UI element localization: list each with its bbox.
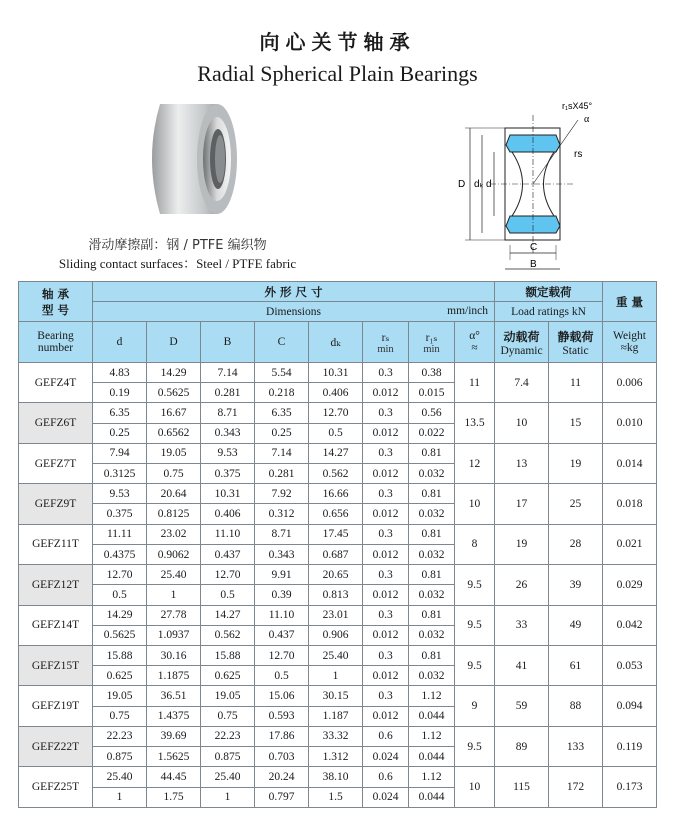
cell-model: GEFZ7T [19, 443, 93, 483]
cell-r1s-mm: 0.38 [409, 362, 455, 382]
cell-B-mm: 7.14 [201, 362, 255, 382]
table-row [19, 484, 657, 504]
header-d: d [93, 322, 147, 362]
cell-B-mm: 19.05 [201, 686, 255, 706]
cell-alpha: 9 [455, 686, 495, 726]
cell-d-inch: 0.75 [93, 706, 147, 726]
cell-model: GEFZ6T [19, 403, 93, 443]
cell-alpha: 13.5 [455, 403, 495, 443]
cell-rs-inch: 0.012 [363, 383, 409, 403]
cell-D-inch: 0.75 [147, 464, 201, 484]
cell-D-mm: 14.29 [147, 362, 201, 382]
C-label: C [530, 242, 538, 253]
cell-d-mm: 25.40 [93, 767, 147, 787]
cell-D-inch: 1.0937 [147, 625, 201, 645]
header-dk: dₖ [309, 322, 363, 362]
cell-static: 133 [549, 726, 603, 766]
header-unit: mm/inch [447, 305, 489, 318]
table-row [19, 605, 657, 625]
cell-d-mm: 9.53 [93, 484, 147, 504]
cell-dk-inch: 1.5 [309, 787, 363, 807]
cell-C-mm: 15.06 [255, 686, 309, 706]
cell-alpha: 11 [455, 362, 495, 402]
cell-B-mm: 10.31 [201, 484, 255, 504]
table-row [19, 767, 657, 787]
cell-d-inch: 0.5 [93, 585, 147, 605]
cell-weight: 0.094 [603, 686, 657, 726]
cell-dk-inch: 1 [309, 666, 363, 686]
cell-dk-mm: 38.10 [309, 767, 363, 787]
cell-r1s-inch: 0.044 [409, 706, 455, 726]
cell-model: GEFZ4T [19, 362, 93, 402]
page-title-cn: 向心关节轴承 [259, 30, 416, 54]
cell-model: GEFZ22T [19, 726, 93, 766]
cell-r1s-mm: 0.81 [409, 484, 455, 504]
cell-dk-mm: 10.31 [309, 362, 363, 382]
cell-dynamic: 33 [495, 605, 549, 645]
cell-B-inch: 0.625 [201, 666, 255, 686]
cell-C-inch: 0.218 [255, 383, 309, 403]
cell-weight: 0.010 [603, 403, 657, 443]
cell-r1s-mm: 0.81 [409, 565, 455, 585]
cell-D-mm: 44.45 [147, 767, 201, 787]
cell-static: 28 [549, 524, 603, 564]
cell-rs-mm: 0.3 [363, 686, 409, 706]
cell-static: 15 [549, 403, 603, 443]
B-label: B [530, 259, 537, 270]
cell-dk-inch: 0.562 [309, 464, 363, 484]
cell-rs-inch: 0.024 [363, 747, 409, 767]
header-r1s: r₁ₛ min [409, 322, 455, 362]
cell-dk-mm: 30.15 [309, 686, 363, 706]
cell-d-mm: 12.70 [93, 565, 147, 585]
cell-r1s-mm: 0.56 [409, 403, 455, 423]
cell-d-mm: 15.88 [93, 645, 147, 665]
cell-rs-mm: 0.3 [363, 565, 409, 585]
cell-D-inch: 1.4375 [147, 706, 201, 726]
header-static: 静载荷 Static [549, 322, 603, 362]
cell-C-inch: 0.797 [255, 787, 309, 807]
cell-dynamic: 89 [495, 726, 549, 766]
cell-rs-inch: 0.012 [363, 625, 409, 645]
cell-rs-inch: 0.012 [363, 504, 409, 524]
cell-d-mm: 19.05 [93, 686, 147, 706]
cell-B-mm: 8.71 [201, 403, 255, 423]
cell-D-mm: 39.69 [147, 726, 201, 746]
cell-B-inch: 0.875 [201, 747, 255, 767]
bearing-section-drawing [450, 95, 605, 275]
table-row [19, 524, 657, 544]
cell-C-inch: 0.281 [255, 464, 309, 484]
alpha-label: α [584, 114, 590, 125]
cell-weight: 0.053 [603, 645, 657, 685]
header-load-cn: 额定载荷 [495, 282, 603, 302]
header-load-en: Load ratings kN [495, 302, 603, 322]
cell-dk-mm: 16.66 [309, 484, 363, 504]
cell-D-mm: 23.02 [147, 524, 201, 544]
cell-dk-mm: 17.45 [309, 524, 363, 544]
header-B: B [201, 322, 255, 362]
header-model-en: Bearing number [19, 322, 93, 362]
header-dimensions-cn: 外 形 尺 寸 [93, 282, 495, 302]
cell-C-mm: 17.86 [255, 726, 309, 746]
cell-D-inch: 1.1875 [147, 666, 201, 686]
cell-D-inch: 0.9062 [147, 544, 201, 564]
cell-dk-inch: 0.656 [309, 504, 363, 524]
rs-label: rs [574, 149, 583, 160]
cell-rs-inch: 0.012 [363, 585, 409, 605]
cell-rs-mm: 0.6 [363, 726, 409, 746]
cell-B-inch: 0.5 [201, 585, 255, 605]
cell-D-mm: 36.51 [147, 686, 201, 706]
cell-d-inch: 0.875 [93, 747, 147, 767]
cell-static: 61 [549, 645, 603, 685]
cell-d-inch: 0.375 [93, 504, 147, 524]
cell-B-inch: 0.343 [201, 423, 255, 443]
cell-d-mm: 22.23 [93, 726, 147, 746]
cell-weight: 0.006 [603, 362, 657, 402]
cell-B-inch: 0.406 [201, 504, 255, 524]
cell-rs-mm: 0.3 [363, 362, 409, 382]
cell-D-mm: 25.40 [147, 565, 201, 585]
table-row [19, 645, 657, 665]
cell-r1s-inch: 0.032 [409, 504, 455, 524]
cell-dynamic: 41 [495, 645, 549, 685]
table-row [19, 726, 657, 746]
cell-r1s-mm: 0.81 [409, 605, 455, 625]
cell-dk-inch: 0.5 [309, 423, 363, 443]
cell-weight: 0.042 [603, 605, 657, 645]
cell-dynamic: 115 [495, 767, 549, 808]
cell-B-inch: 0.437 [201, 544, 255, 564]
cell-dk-inch: 0.813 [309, 585, 363, 605]
cell-B-inch: 0.562 [201, 625, 255, 645]
cell-static: 172 [549, 767, 603, 808]
cell-D-inch: 1 [147, 585, 201, 605]
header-alpha: α° ≈ [455, 322, 495, 362]
cell-alpha: 9.5 [455, 645, 495, 685]
cell-d-mm: 4.83 [93, 362, 147, 382]
sliding-surface-en: Sliding contact surfaces：Steel / PTFE fabric [58, 256, 297, 271]
cell-r1s-inch: 0.022 [409, 423, 455, 443]
table-row [19, 403, 657, 423]
cell-B-mm: 12.70 [201, 565, 255, 585]
cell-rs-mm: 0.3 [363, 443, 409, 463]
cell-dynamic: 59 [495, 686, 549, 726]
cell-d-inch: 1 [93, 787, 147, 807]
sliding-surface-cn: 滑动摩擦副：钢 / PTFE 编织物 [88, 238, 267, 253]
cell-alpha: 8 [455, 524, 495, 564]
cell-weight: 0.021 [603, 524, 657, 564]
cell-D-mm: 30.16 [147, 645, 201, 665]
header-C: C [255, 322, 309, 362]
cell-dk-mm: 23.01 [309, 605, 363, 625]
cell-dk-mm: 20.65 [309, 565, 363, 585]
cell-dynamic: 17 [495, 484, 549, 524]
cell-static: 25 [549, 484, 603, 524]
cell-C-mm: 7.14 [255, 443, 309, 463]
cell-D-mm: 27.78 [147, 605, 201, 625]
cell-r1s-inch: 0.015 [409, 383, 455, 403]
cell-d-mm: 6.35 [93, 403, 147, 423]
cell-D-mm: 16.67 [147, 403, 201, 423]
cell-C-mm: 8.71 [255, 524, 309, 544]
cell-d-inch: 0.4375 [93, 544, 147, 564]
bearing-photo [140, 96, 245, 221]
d-label: d [486, 179, 492, 190]
cell-weight: 0.173 [603, 767, 657, 808]
cell-static: 39 [549, 565, 603, 605]
cell-r1s-mm: 0.81 [409, 443, 455, 463]
cell-D-inch: 0.8125 [147, 504, 201, 524]
cell-dk-mm: 33.32 [309, 726, 363, 746]
cell-D-inch: 1.5625 [147, 747, 201, 767]
cell-dk-mm: 12.70 [309, 403, 363, 423]
cell-C-mm: 5.54 [255, 362, 309, 382]
cell-model: GEFZ9T [19, 484, 93, 524]
table-row [19, 686, 657, 706]
cell-C-mm: 20.24 [255, 767, 309, 787]
cell-r1s-mm: 1.12 [409, 686, 455, 706]
cell-B-mm: 22.23 [201, 726, 255, 746]
cell-d-mm: 14.29 [93, 605, 147, 625]
cell-d-inch: 0.3125 [93, 464, 147, 484]
cell-static: 19 [549, 443, 603, 483]
cell-B-inch: 1 [201, 787, 255, 807]
cell-dk-inch: 1.312 [309, 747, 363, 767]
cell-d-inch: 0.625 [93, 666, 147, 686]
cell-C-inch: 0.5 [255, 666, 309, 686]
cell-rs-inch: 0.012 [363, 706, 409, 726]
cell-static: 49 [549, 605, 603, 645]
cell-rs-inch: 0.024 [363, 787, 409, 807]
cell-C-inch: 0.703 [255, 747, 309, 767]
cell-B-mm: 14.27 [201, 605, 255, 625]
cell-C-inch: 0.25 [255, 423, 309, 443]
cell-rs-inch: 0.012 [363, 544, 409, 564]
cell-rs-mm: 0.3 [363, 524, 409, 544]
cell-D-mm: 20.64 [147, 484, 201, 504]
cell-d-mm: 11.11 [93, 524, 147, 544]
header-weight-cn: 重 量 [603, 282, 657, 322]
cell-r1s-inch: 0.032 [409, 464, 455, 484]
cell-C-inch: 0.312 [255, 504, 309, 524]
cell-dk-inch: 1.187 [309, 706, 363, 726]
cell-B-inch: 0.375 [201, 464, 255, 484]
cell-d-mm: 7.94 [93, 443, 147, 463]
cell-C-mm: 6.35 [255, 403, 309, 423]
cell-model: GEFZ15T [19, 645, 93, 685]
D-label: D [458, 179, 466, 190]
cell-dk-inch: 0.687 [309, 544, 363, 564]
cell-D-mm: 19.05 [147, 443, 201, 463]
cell-r1s-inch: 0.032 [409, 585, 455, 605]
header-D: D [147, 322, 201, 362]
page-title-en: Radial Spherical Plain Bearings [197, 61, 478, 86]
cell-model: GEFZ12T [19, 565, 93, 605]
cell-rs-mm: 0.3 [363, 645, 409, 665]
cell-dynamic: 13 [495, 443, 549, 483]
cell-rs-mm: 0.3 [363, 605, 409, 625]
cell-model: GEFZ19T [19, 686, 93, 726]
cell-r1s-inch: 0.044 [409, 747, 455, 767]
cell-r1s-mm: 0.81 [409, 524, 455, 544]
cell-dynamic: 26 [495, 565, 549, 605]
cell-r1s-inch: 0.032 [409, 625, 455, 645]
cell-r1s-mm: 0.81 [409, 645, 455, 665]
cell-model: GEFZ11T [19, 524, 93, 564]
header-rs: rₛ min [363, 322, 409, 362]
cell-dynamic: 19 [495, 524, 549, 564]
cell-alpha: 10 [455, 484, 495, 524]
cell-static: 11 [549, 362, 603, 402]
cell-alpha: 12 [455, 443, 495, 483]
cell-B-mm: 25.40 [201, 767, 255, 787]
cell-weight: 0.119 [603, 726, 657, 766]
cell-C-mm: 7.92 [255, 484, 309, 504]
cell-C-mm: 9.91 [255, 565, 309, 585]
cell-model: GEFZ14T [19, 605, 93, 645]
cell-rs-mm: 0.3 [363, 403, 409, 423]
cell-dk-mm: 25.40 [309, 645, 363, 665]
cell-dynamic: 7.4 [495, 362, 549, 402]
cell-C-inch: 0.343 [255, 544, 309, 564]
cell-weight: 0.029 [603, 565, 657, 605]
cell-rs-inch: 0.012 [363, 423, 409, 443]
cell-D-inch: 1.75 [147, 787, 201, 807]
cell-D-inch: 0.6562 [147, 423, 201, 443]
cell-dynamic: 10 [495, 403, 549, 443]
cell-d-inch: 0.19 [93, 383, 147, 403]
cell-model: GEFZ25T [19, 767, 93, 808]
cell-dk-mm: 14.27 [309, 443, 363, 463]
header-dimensions-en: Dimensions mm/inch [93, 302, 495, 322]
cell-B-inch: 0.75 [201, 706, 255, 726]
cell-static: 88 [549, 686, 603, 726]
dk-label: dₖ [474, 179, 484, 190]
cell-d-inch: 0.25 [93, 423, 147, 443]
cell-B-mm: 15.88 [201, 645, 255, 665]
cell-C-inch: 0.39 [255, 585, 309, 605]
cell-r1s-inch: 0.044 [409, 787, 455, 807]
cell-B-inch: 0.281 [201, 383, 255, 403]
header-weight-en: Weight ≈kg [603, 322, 657, 362]
header-model-cn: 轴 承 型 号 [19, 282, 93, 322]
cell-dk-inch: 0.906 [309, 625, 363, 645]
cell-r1s-inch: 0.032 [409, 544, 455, 564]
cell-C-mm: 12.70 [255, 645, 309, 665]
cell-weight: 0.018 [603, 484, 657, 524]
cell-alpha: 9.5 [455, 726, 495, 766]
cell-alpha: 9.5 [455, 605, 495, 645]
cell-d-inch: 0.5625 [93, 625, 147, 645]
cell-dk-inch: 0.406 [309, 383, 363, 403]
cell-D-inch: 0.5625 [147, 383, 201, 403]
cell-C-inch: 0.437 [255, 625, 309, 645]
cell-r1s-mm: 1.12 [409, 767, 455, 787]
cell-rs-inch: 0.012 [363, 666, 409, 686]
cell-r1s-mm: 1.12 [409, 726, 455, 746]
cell-rs-mm: 0.3 [363, 484, 409, 504]
bearing-spec-table [18, 281, 657, 808]
chamfer-label: r₁sX45° [562, 101, 593, 111]
cell-rs-mm: 0.6 [363, 767, 409, 787]
cell-B-mm: 11.10 [201, 524, 255, 544]
cell-rs-inch: 0.012 [363, 464, 409, 484]
cell-alpha: 10 [455, 767, 495, 808]
cell-C-mm: 11.10 [255, 605, 309, 625]
cell-r1s-inch: 0.032 [409, 666, 455, 686]
cell-weight: 0.014 [603, 443, 657, 483]
table-row [19, 362, 657, 382]
header-dynamic: 动载荷 Dynamic [495, 322, 549, 362]
table-row [19, 565, 657, 585]
cell-C-inch: 0.593 [255, 706, 309, 726]
cell-alpha: 9.5 [455, 565, 495, 605]
table-row [19, 443, 657, 463]
cell-B-mm: 9.53 [201, 443, 255, 463]
